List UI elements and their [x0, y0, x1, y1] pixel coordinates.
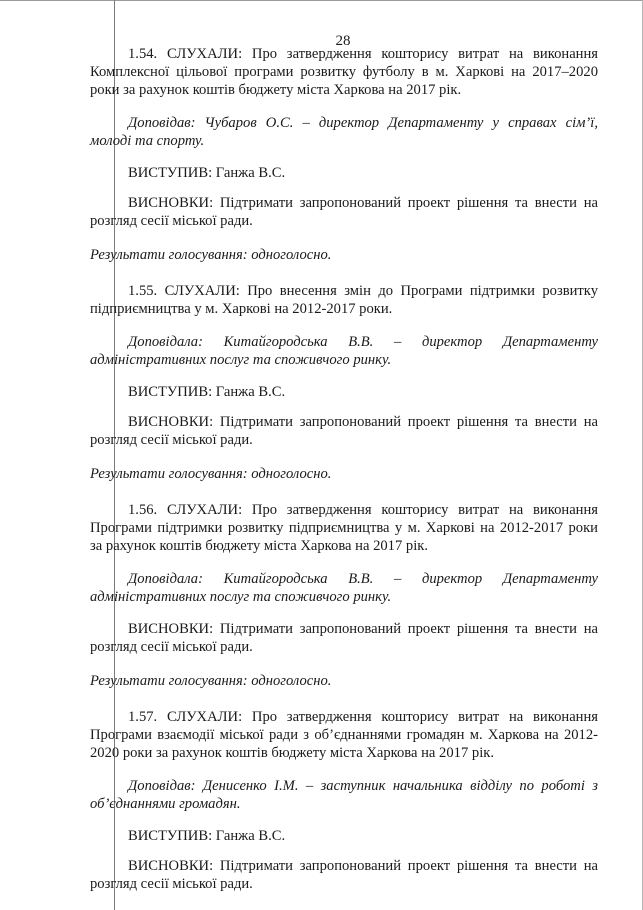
speaker-paragraph: Доповідав: Денисенко І.М. – заступник начальника відділу по роботі з об’єднаннями громадян. [90, 778, 598, 812]
conclusion-paragraph: ВИСНОВКИ: Підтримати запропонований проект рішення та внести на розгляд сесії міської ради. [90, 858, 598, 892]
heard-paragraph: 1.57. СЛУХАЛИ: Про затвердження кошторису витрат на виконання Програми взаємодії міської ради з об’єднаннями громадян м. Харкова на 2012-2020 роки за рахунок коштів бюджету міста Харкова на 2017 рік. [90, 709, 598, 761]
conclusion-paragraph: ВИСНОВКИ: Підтримати запропонований проект рішення та внести на розгляд сесії міської ради. [90, 195, 598, 229]
page-content [90, 45, 598, 910]
heard-paragraph: 1.56. СЛУХАЛИ: Про затвердження кошторису витрат на виконання Програми підтримки розвитку підприємництва у м. Харкові на 2012-2017 роки за рахунок коштів бюджету міста Харкова на 2017 рік. [90, 502, 598, 554]
heard-paragraph: 1.54. СЛУХАЛИ: Про затвердження кошторису витрат на виконання Комплексної цільової програми розвитку футболу в м. Харкові на 2017–2020 роки за рахунок коштів бюджету міста Харкова на 2017 рік. [90, 46, 598, 98]
speech-paragraph: ВИСТУПИВ: Ганжа В.С. [128, 828, 286, 844]
agenda-item-1-57 [90, 708, 598, 893]
speaker-paragraph: Доповідала: Китайгородська В.В. – директор Департаменту адміністративних послуг та споживчого ринку. [90, 571, 598, 605]
page-border-top [0, 0, 643, 1]
agenda-item-1-56 [90, 501, 598, 690]
speech-paragraph: ВИСТУПИВ: Ганжа В.С. [128, 384, 286, 400]
voting-result: Результати голосування: одноголосно. [90, 247, 332, 263]
agenda-item-1-55 [90, 282, 598, 483]
voting-result: Результати голосування: одноголосно. [90, 466, 332, 482]
conclusion-paragraph: ВИСНОВКИ: Підтримати запропонований проект рішення та внести на розгляд сесії міської ради. [90, 414, 598, 448]
conclusion-paragraph: ВИСНОВКИ: Підтримати запропонований проект рішення та внести на розгляд сесії міської ради. [90, 621, 598, 655]
speaker-paragraph: Доповідав: Чубаров О.С. – директор Департаменту у справах сім’ї, молоді та спорту. [90, 115, 598, 149]
speaker-paragraph: Доповідала: Китайгородська В.В. – директор Департаменту адміністративних послуг та споживчого ринку. [90, 334, 598, 368]
page-number: 28 [335, 33, 351, 49]
agenda-item-1-54 [90, 45, 598, 264]
voting-result: Результати голосування: одноголосно. [90, 673, 332, 689]
speech-paragraph: ВИСТУПИВ: Ганжа В.С. [128, 165, 286, 181]
heard-paragraph: 1.55. СЛУХАЛИ: Про внесення змін до Програми підтримки розвитку підприємництва у м. Харкові на 2012-2017 роки. [90, 283, 598, 317]
